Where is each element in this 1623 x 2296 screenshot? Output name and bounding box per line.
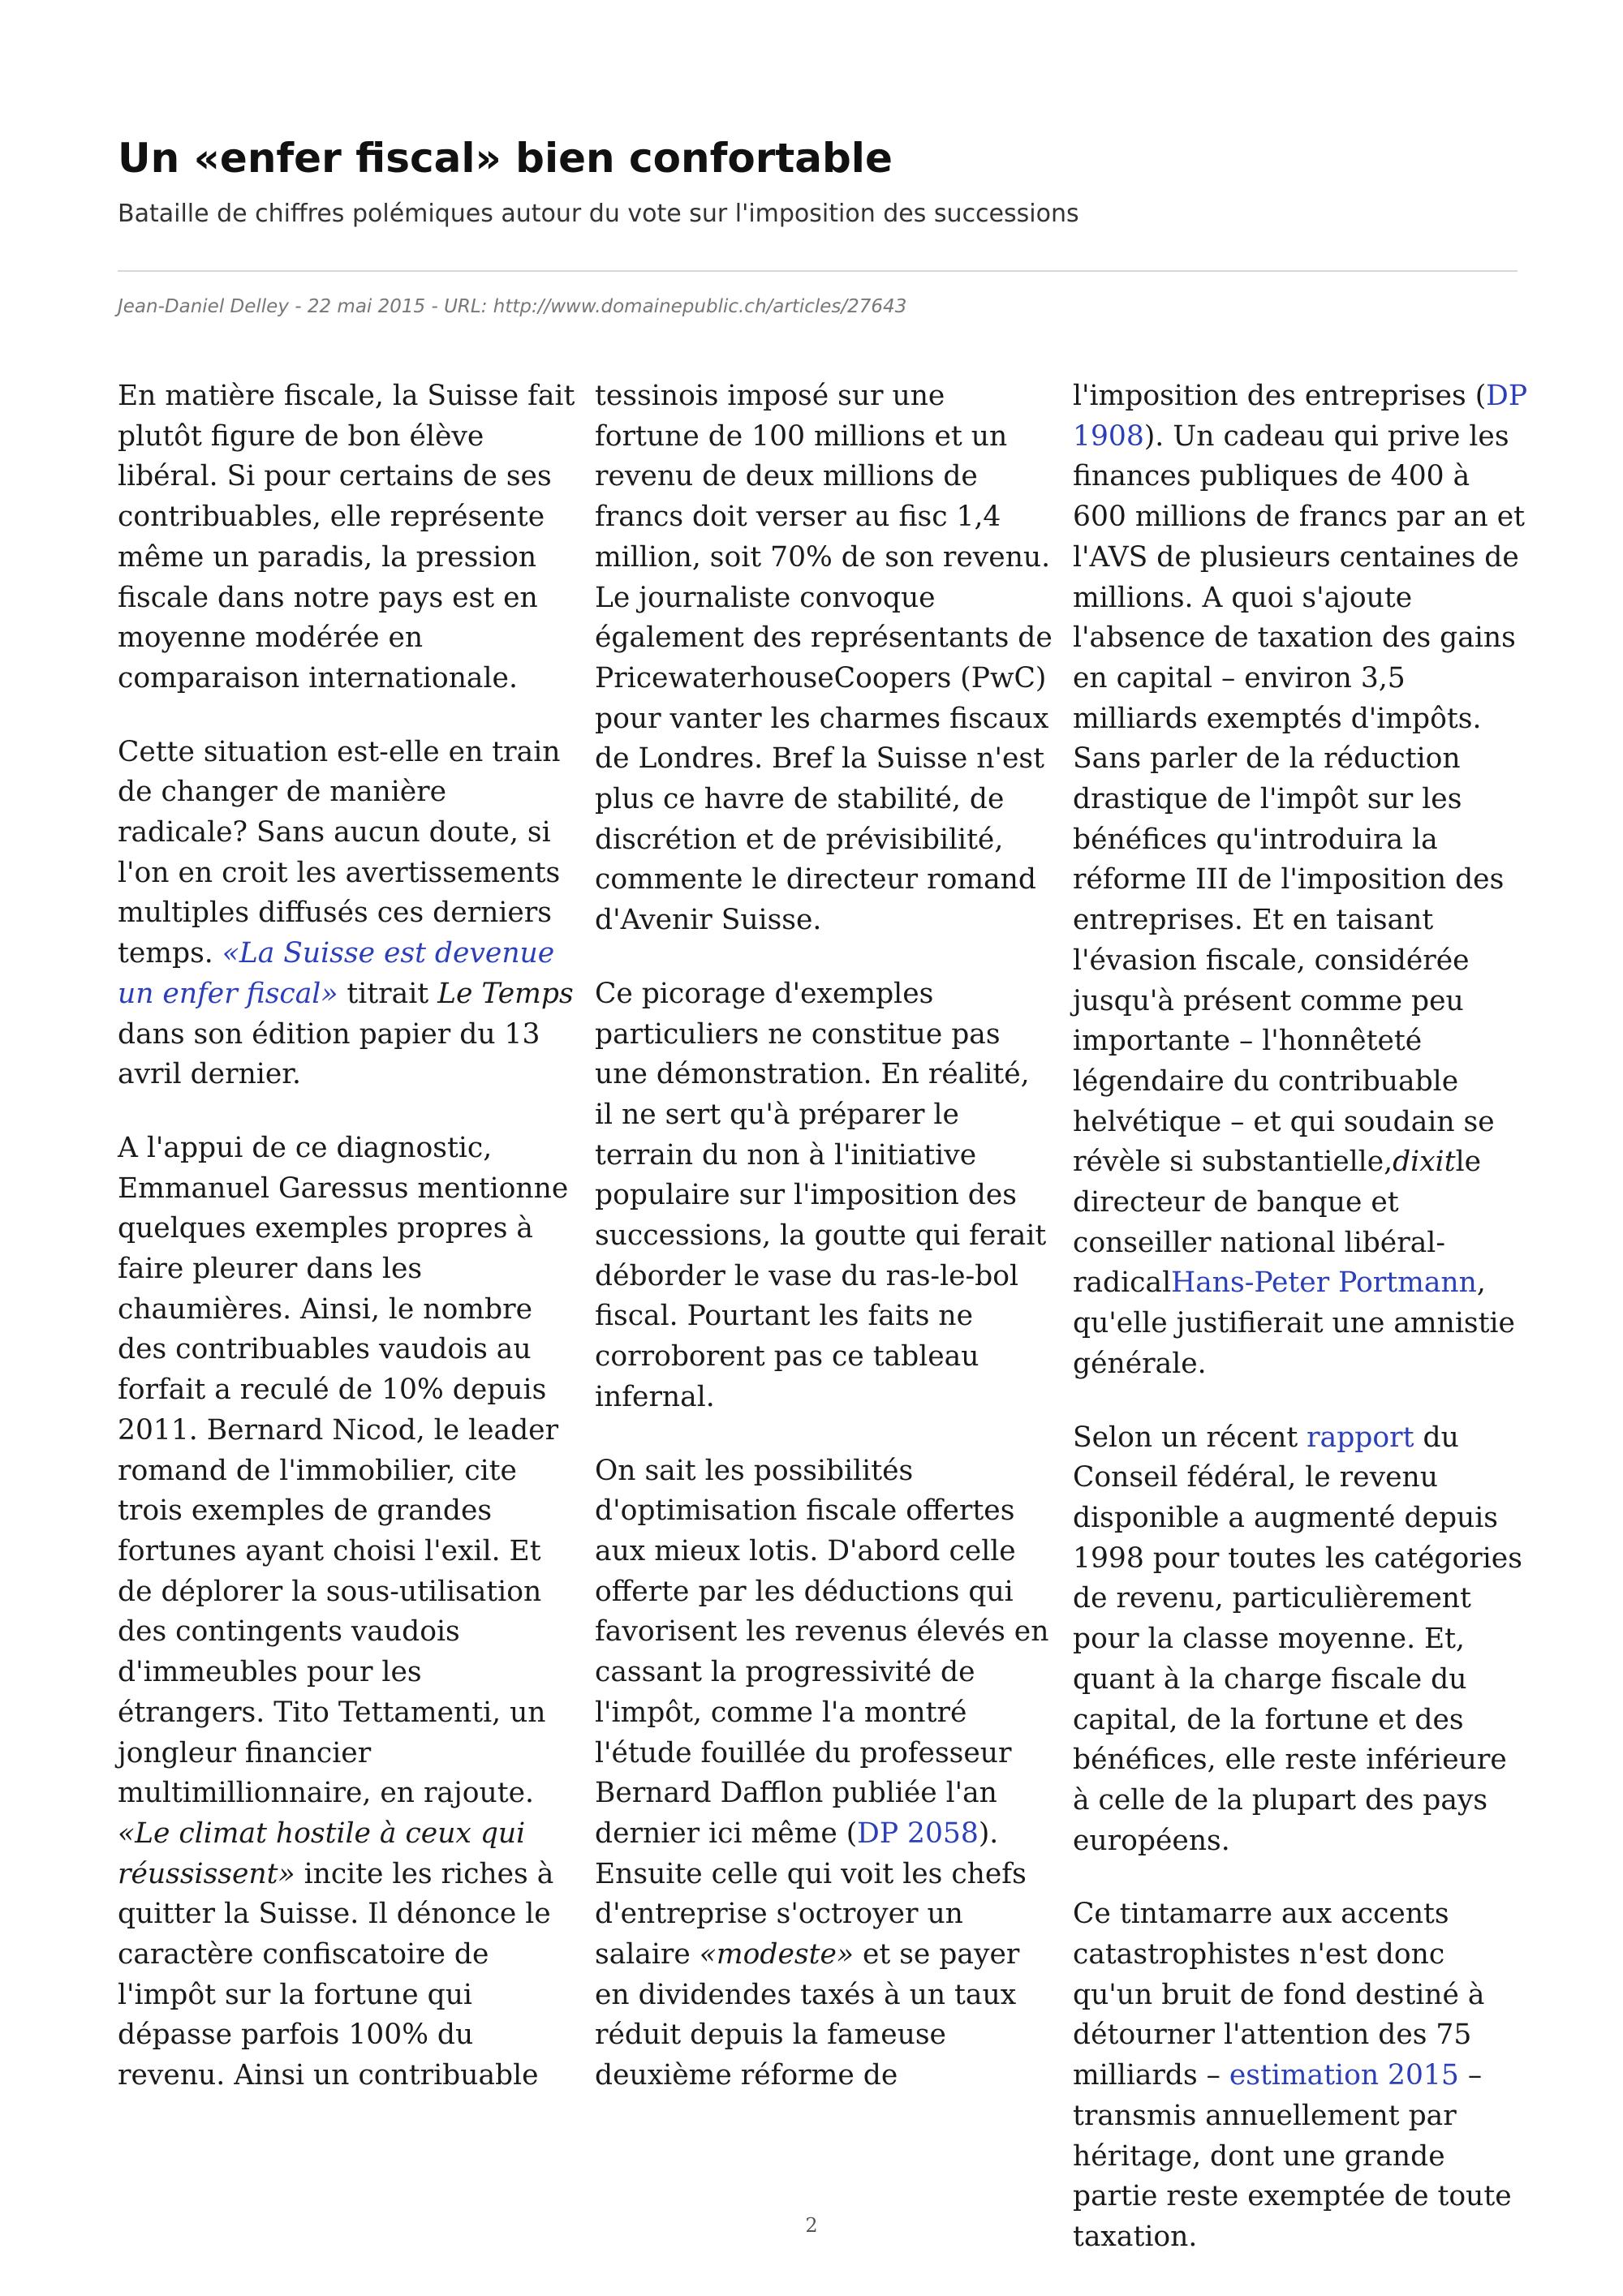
- dp-1908-link-continued[interactable]: DP 1908: [1073, 380, 1528, 453]
- paragraph-5-text-d-continued: ). Un cadeau qui prive les finances publiques de 400 à 600 millions de francs par an et l'AVS de plusieurs centaines de millions. A quoi s'ajoute l'absence de taxation des gains en capital – environ 3,5 milliards exemptés d'impôts. Sans parler de la réduction drastique de l'impôt sur les bénéfices qu'introduira la réforme III de l'imposition des entreprises. Et en taisant l'évasion fiscale, considérée jusqu'à présent comme peu importante – l'honnêteté légendaire du contribuable helvétique – et qui soudain se révèle si substantielle,: [1073, 419, 1525, 1179]
- text-column-2: [595, 376, 1053, 2130]
- paragraph-3-text-b: incite les riches à quitter la Suisse. Il dénonce le caractère confiscatoire de l'impôt sur la fortune qui dépasse parfois 100% du revenu. Ainsi un contribuable: [118, 1857, 554, 2092]
- paragraph-5-text-c: et se payer en dividendes taxés à un taux réduit depuis la fameuse deuxième réforme de: [595, 1938, 1020, 2092]
- paragraph-2: [118, 733, 576, 1095]
- paragraph-4: Ce picorage d'exemples particuliers ne constitue pas une démonstration. En réalité, il ne sert qu'à préparer le terrain du non à l'initiative populaire sur l'imposition des successions, la goutte qui ferait déborder le vase du ras-le-bol fiscal. Pourtant les faits ne corroborent pas ce tableau infernal.: [595, 977, 1047, 1413]
- page-number: 2: [805, 2214, 818, 2237]
- article-title: Un «enfer fiscal» bien confortable: [118, 135, 893, 182]
- paragraph-5-text-b: ). Ensuite celle qui voit les chefs d'entreprise s'octroyer un salaire: [595, 1817, 1027, 1971]
- le-temps-title: Le Temps: [437, 977, 574, 1010]
- paragraph-1: En matière fiscale, la Suisse fait plutôt figure de bon élève libéral. Si pour certains de ses contribuables, elle représente même un paradis, la pression fiscale dans notre pays est en moyenne modérée en comparaison internationale.: [118, 380, 575, 694]
- paragraph-6-text-a: Selon un récent: [1073, 1421, 1298, 1454]
- la-suisse-enfer-fiscal-link[interactable]: «La Suisse est devenue un enfer fiscal»: [118, 937, 555, 1010]
- paragraph-7-text-b: – transmis annuellement par héritage, dont une grande partie reste exemptée de toute taxation.: [1073, 2059, 1512, 2253]
- article-subtitle: Bataille de chiffres polémiques autour du vote sur l'imposition des successions: [118, 200, 1079, 228]
- article-byline: Jean-Daniel Delley - 22 mai 2015 - URL: http://www.domainepublic.ch/articles/27643: [118, 296, 907, 317]
- paragraph-7-text-a: Ce tintamarre aux accents catastrophistes n'est donc qu'un bruit de fond destiné à détourner l'attention des 75 milliards –: [1073, 1898, 1485, 2092]
- modeste-quote: «modeste»: [699, 1938, 854, 1971]
- tettamenti-quote: «Le climat hostile à ceux qui réussissent»: [118, 1817, 526, 1890]
- paragraph-2-text-c: dans son édition papier du 13 avril dernier.: [118, 1017, 540, 1091]
- paragraph-6: [1073, 1418, 1531, 1862]
- paragraph-5-text-c-continued: l'imposition des entreprises (: [1073, 380, 1487, 412]
- paragraph-2-text-a: Cette situation est-elle en train de changer de manière radicale? Sans aucun doute, si l'on en croit les avertissements multiples diffusés ces derniers temps.: [118, 735, 561, 970]
- rapport-link[interactable]: rapport: [1307, 1421, 1414, 1454]
- paragraph-5-text-e-continued: le directeur de banque et conseiller national libéral-radical: [1073, 1146, 1482, 1300]
- paragraph-6-text-b: du Conseil fédéral, le revenu disponible a augmenté depuis 1998 pour toutes les catégories de revenu, particulièrement pour la classe moyenne. Et, quant à la charge fiscale du capital, de la fortune et des bénéfices, elle reste inférieure à celle de la plupart des pays européens.: [1073, 1421, 1522, 1857]
- dp-2058-link[interactable]: DP 2058: [857, 1817, 979, 1850]
- paragraph-3-text-b-continued: tessinois imposé sur une fortune de 100 millions et un revenu de deux millions de francs doit verser au fisc 1,4 million, soit 70% de son revenu. Le journaliste convoque également des représentants de PricewaterhouseCoopers (PwC) pour vanter les charmes fiscaux de Londres. Bref la Suisse n'est plus ce havre de stabilité, de discrétion et de prévisibilité, commente le directeur romand d'Avenir Suisse.: [595, 380, 1053, 937]
- text-column-3: [1073, 376, 1531, 2291]
- paragraph-3: [118, 1129, 576, 2096]
- paragraph-5-text-f-continued: , qu'elle justifierait une amnistie générale.: [1073, 1266, 1515, 1380]
- paragraph-5-text-a: On sait les possibilités d'optimisation fiscale offertes aux mieux lotis. D'abord celle offerte par les déductions qui favorisent les revenus élevés en cassant la progressivité de l'impôt, comme l'a montré l'étude fouillée du professeur Bernard Dafflon publiée l'an dernier ici même (: [595, 1454, 1049, 1850]
- paragraph-3-text-a: A l'appui de ce diagnostic, Emmanuel Garessus mentionne quelques exemples propres à faire pleurer dans les chaumières. Ainsi, le nombre des contribuables vaudois au forfait a reculé de 10% depuis 2011. Bernard Nicod, le leader romand de l'immobilier, cite trois exemples de grandes fortunes ayant choisi l'exil. Et de déplorer la sous-utilisation des contingents vaudois d'immeubles pour les étrangers. Tito Tettamenti, un jongleur financier multimillionnaire, en rajoute.: [118, 1131, 569, 1810]
- estimation-2015-link[interactable]: estimation 2015: [1229, 2059, 1459, 2092]
- paragraph-5-continued: [1073, 376, 1531, 1385]
- header-divider: [118, 270, 1518, 272]
- dixit-word-continued: dixit: [1393, 1146, 1456, 1179]
- paragraph-7: [1073, 1894, 1531, 2257]
- paragraph-2-text-b: titrait: [347, 977, 429, 1010]
- hans-peter-portmann-link-continued[interactable]: Hans-Peter Portmann: [1171, 1266, 1477, 1300]
- paragraph-3-continued: [595, 376, 1053, 941]
- text-column-1: [118, 376, 576, 2130]
- paragraph-5: [595, 1451, 1053, 2096]
